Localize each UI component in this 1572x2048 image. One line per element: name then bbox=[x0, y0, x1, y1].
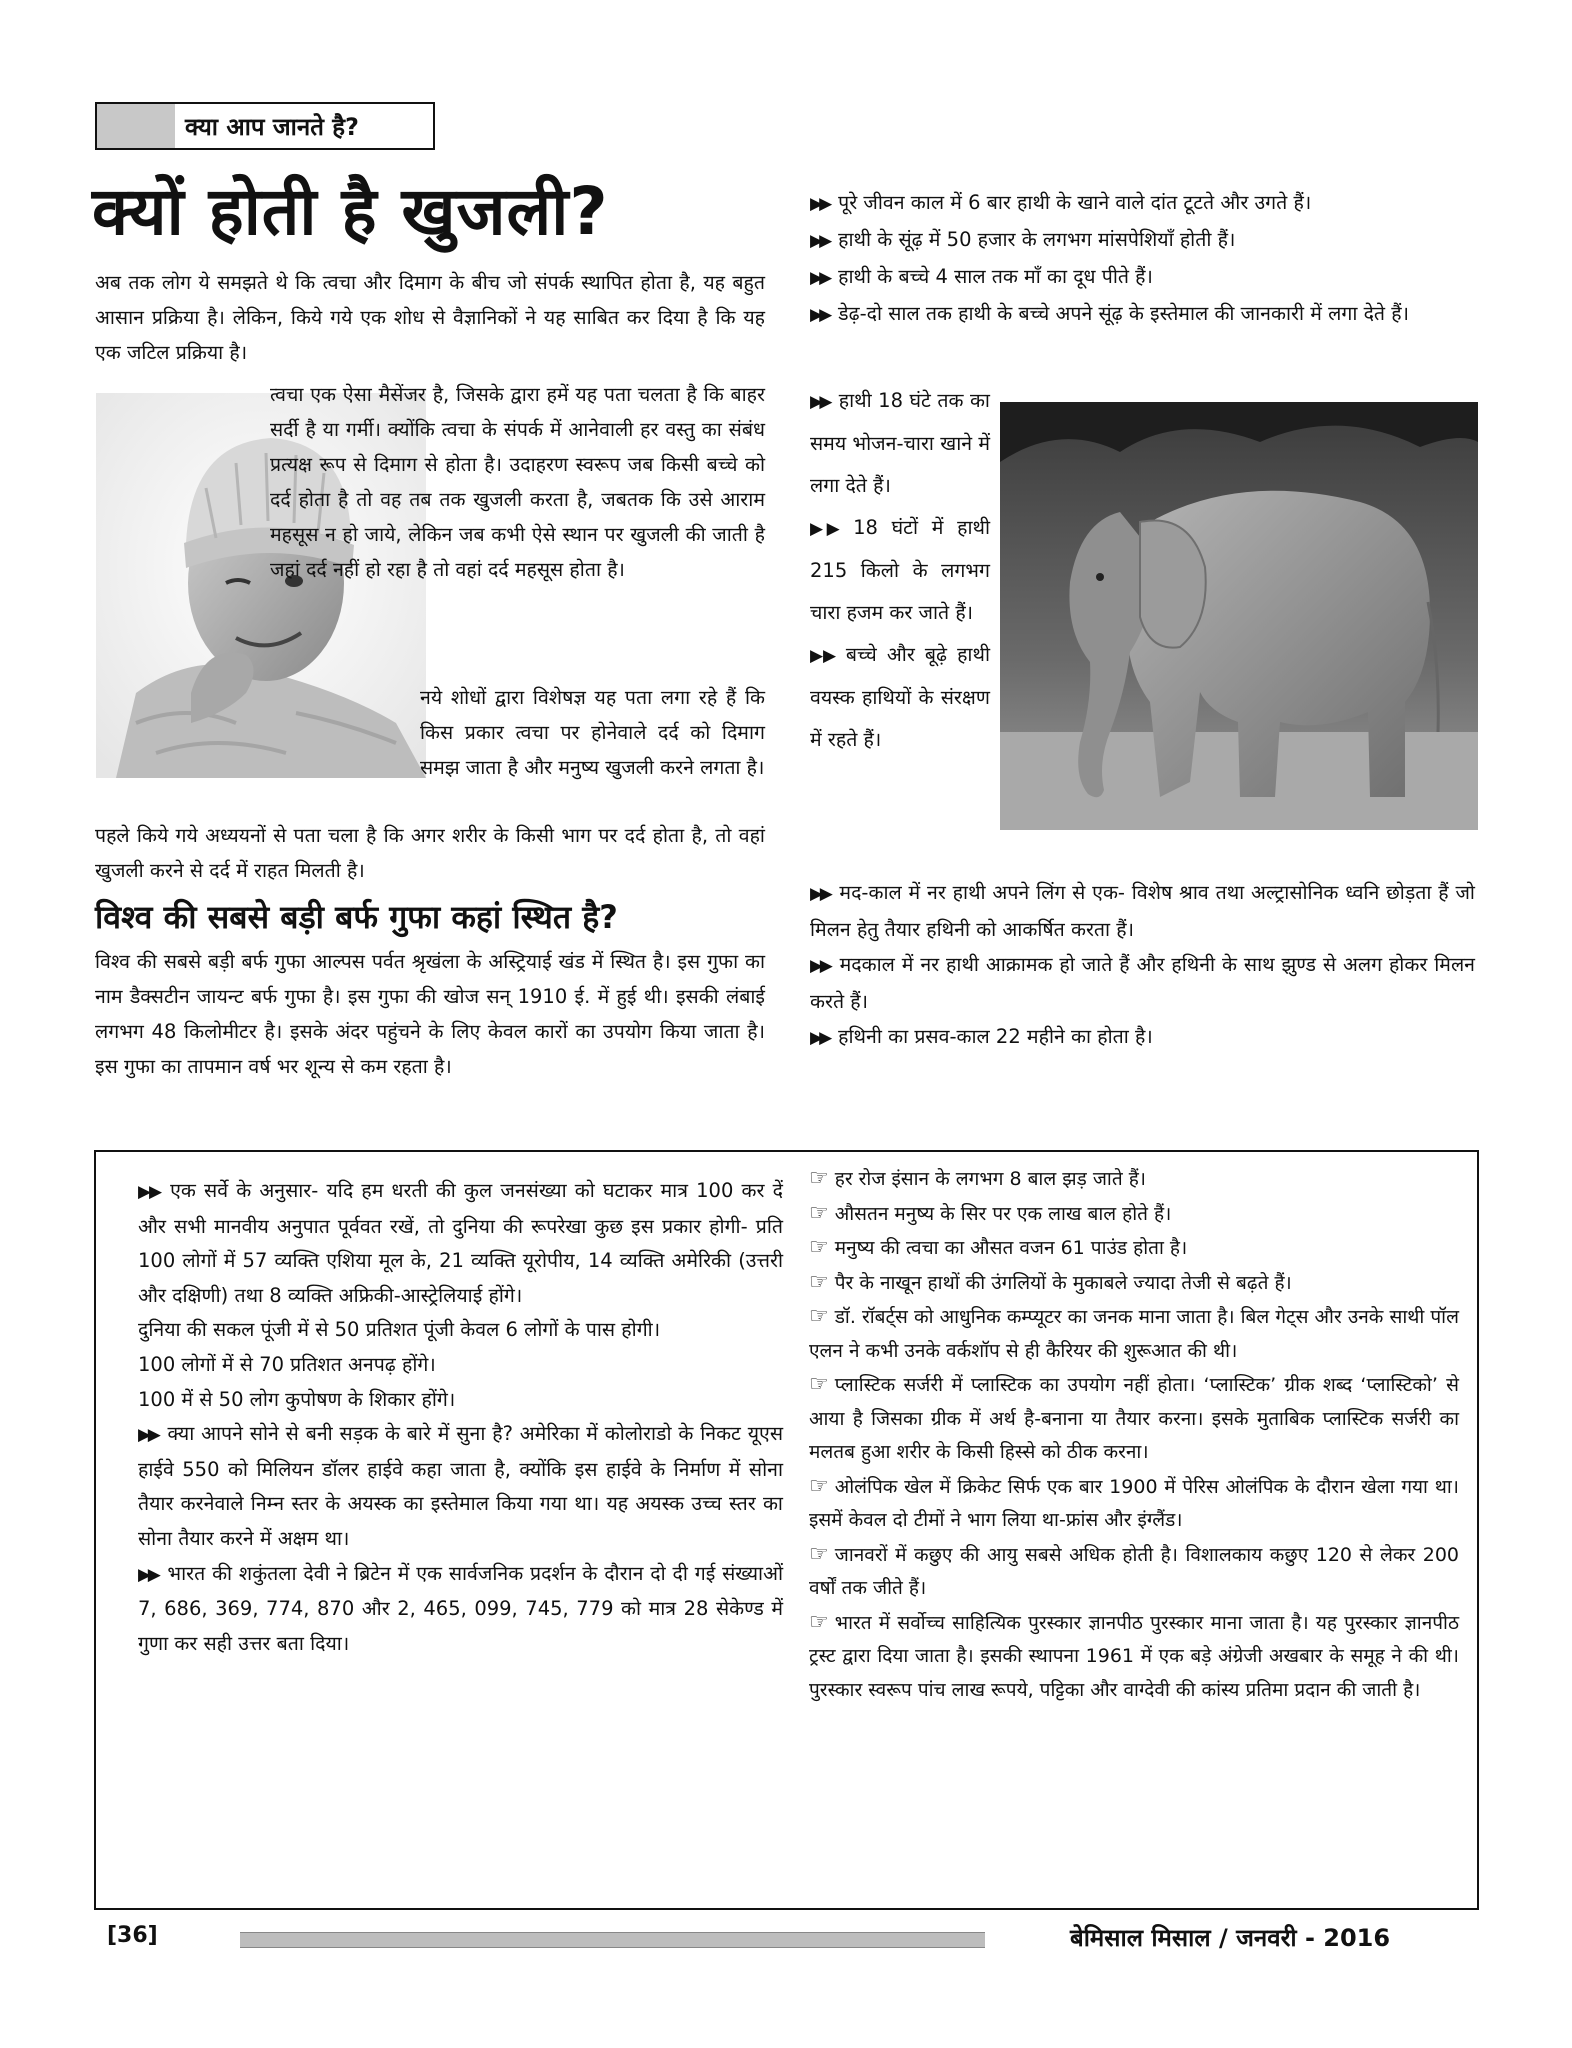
elephant-photo-image bbox=[1000, 402, 1478, 830]
elephant-fact-text: मद-काल में नर हाथी अपने लिंग से एक- विशेष श्राव तथा अल्ट्रासोनिक ध्वनि छोड़ता हैं जो मिलन हेतु तैयार हथिनी को आकर्षित करता हैं। bbox=[810, 881, 1475, 941]
elephant-fact-text: हथिनी का प्रसव-काल 22 महीने का होता है। bbox=[838, 1025, 1153, 1048]
arrow-icon: ▶▶ bbox=[138, 1425, 158, 1446]
pointing-hand-icon: ☞ bbox=[809, 1473, 829, 1499]
box-fact bbox=[138, 1313, 783, 1348]
arrow-icon: ▶▶ bbox=[810, 392, 829, 412]
elephant-fact-text: हाथी के बच्चे 4 साल तक माँ का दूध पीते हैं। bbox=[838, 265, 1153, 288]
arrow-icon: ▶▶ bbox=[810, 268, 829, 288]
box-fact-text: क्या आपने सोने से बनी सड़क के बारे में सुना है? अमेरिका में कोलोराडो के निकट यूएस हाईवे 550 को मिलियन डॉलर हाईवे कहा जाता है, क्योंकि इस हाईवे के निर्माण में सोना तैयार करनेवाले निम्न स्तर के अयस्क का इस्तेमाल किया गया था। यह अयस्क उच्च स्तर का सोना तैयार करने में अक्षम था। bbox=[138, 1422, 783, 1550]
section-label bbox=[95, 102, 435, 150]
box-fact-text: पैर के नाखून हाथों की उंगलियों के मुकाबले ज्यादा तेजी से बढ़ते हैं। bbox=[834, 1271, 1292, 1294]
box-fact bbox=[138, 1383, 783, 1418]
main-title: क्यों होती है खुजली? bbox=[92, 173, 609, 250]
elephant-fact bbox=[810, 947, 1475, 1019]
box-fact-text: मनुष्य की त्वचा का औसत वजन 61 पाउंड होता है। bbox=[834, 1237, 1188, 1259]
box-fact bbox=[138, 1174, 783, 1313]
box-fact-text: डॉ. रॉबर्ट्स को आधुनिक कम्प्यूटर का जनक माना जाता है। बिल गेट्स और उनके साथी पॉल एलन ने कभी उनके वर्कशॉप से ही कैरियर की शुरूआत की थी। bbox=[809, 1306, 1459, 1362]
elephant-photo bbox=[1000, 402, 1478, 830]
facts-box-right bbox=[809, 1162, 1459, 1707]
elephant-fact bbox=[810, 380, 990, 507]
section-label-text: क्या आप जानते है? bbox=[185, 113, 359, 141]
box-fact-text: एक सर्वे के अनुसार- यदि हम धरती की कुल जनसंख्या को घटाकर मात्र 100 कर दें और सभी मानवीय अनुपात पूर्ववत रखें, तो दुनिया की रूपरेखा कुछ इस प्रकार होगी- प्रति 100 लोगों में 57 व्यक्ति एशिया मूल के, 21 व्यक्ति यूरोपीय, 14 व्यक्ति अमेरिकी (उत्तरी और दक्षिणी) तथा 8 व्यक्ति अफ्रिकी-आस्ट्रेलियाई होंगे। bbox=[138, 1179, 783, 1307]
itch-wrap1-container bbox=[270, 377, 765, 587]
box-fact-text: ओलंपिक खेल में क्रिकेट सिर्फ एक बार 1900 में पेरिस ओलंपिक के दौरान खेला गया था। इसमें केवल दो टीमों ने भाग लिया था-फ्रांस और इंग्लैंड। bbox=[809, 1475, 1459, 1531]
box-fact bbox=[138, 1557, 783, 1662]
pointing-hand-icon: ☞ bbox=[809, 1304, 829, 1329]
section-label-bar bbox=[97, 104, 175, 148]
elephant-fact-text: हाथी के सूंढ़ में 50 हजार के लगभग मांसपेशियाँ होती हैं। bbox=[838, 228, 1236, 251]
arrow-icon: ▶▶ bbox=[810, 646, 836, 666]
arrow-icon: ▶▶ bbox=[810, 231, 829, 251]
pointing-hand-icon: ☞ bbox=[809, 1269, 829, 1295]
pointing-hand-icon: ☞ bbox=[809, 1235, 829, 1260]
box-fact-text: औसतन मनुष्य के सिर पर एक लाख बाल होते हैं। bbox=[834, 1202, 1172, 1225]
box-fact bbox=[809, 1470, 1459, 1538]
elephant-narrow-facts bbox=[810, 380, 990, 761]
pointing-hand-icon: ☞ bbox=[809, 1200, 829, 1226]
elephant-fact bbox=[810, 259, 1475, 296]
footer-divider bbox=[240, 1932, 985, 1948]
box-fact-text: भारत की शकुंतला देवी ने ब्रिटेन में एक सार्वजनिक प्रदर्शन के दौरान दो दी गई संख्याओं 7, 686, 369, 774, 870 और 2, 465, 099, 745, 779 को मात्र 28 सेकेण्ड में गुणा कर सही उत्तर बता दिया। bbox=[138, 1561, 783, 1655]
elephant-fact-text: मदकाल में नर हाथी आक्रामक हो जाते हैं और हथिनी के साथ झुण्ड से अलग होकर मिलन करते हैं। bbox=[810, 953, 1475, 1013]
elephant-fact-text: पूरे जीवन काल में 6 बार हाथी के खाने वाले दांत टूटते और उगते हैं। bbox=[838, 191, 1312, 214]
arrow-icon: ▶▶ bbox=[810, 1028, 829, 1048]
box-fact bbox=[809, 1606, 1459, 1708]
itch-end: पहले किये गये अध्ययनों से पता चला है कि अगर शरीर के किसी भाग पर दर्द होता है, तो वहां खुजली करने से दर्द में राहत मिलती है। bbox=[95, 824, 765, 882]
elephant-bottom-facts bbox=[810, 875, 1475, 1056]
elephant-fact bbox=[810, 875, 1475, 947]
arrow-icon: ▶▶ bbox=[810, 305, 829, 325]
elephant-fact-text: 18 घंटों में हाथी 215 किलो के लगभग चारा हजम कर जाते हैं। bbox=[810, 516, 991, 624]
arrow-icon: ▶▶ bbox=[138, 1564, 158, 1585]
box-fact-text: भारत में सर्वोच्च साहित्यिक पुरस्कार ज्ञानपीठ पुरस्कार माना जाता है। यह पुरस्कार ज्ञानपीठ ट्रस्ट द्वारा दिया जाता है। इसकी स्थापना 1961 में एक बड़े अंग्रेजी अखबार के समूह ने की थी। पुरस्कार स्वरूप पांच लाख रूपये, पट्टिका और वाग्देवी की कांस्य प्रतिमा प्रदान की जाती है। bbox=[809, 1611, 1459, 1701]
box-fact bbox=[138, 1417, 783, 1556]
box-fact bbox=[809, 1300, 1459, 1368]
elephant-fact bbox=[810, 222, 1475, 259]
elephant-fact-text: हाथी 18 घंटे तक का समय भोजन-चारा खाने में लगा देते हैं। bbox=[810, 389, 990, 497]
arrow-icon: ▶▶ bbox=[810, 194, 829, 214]
facts-box bbox=[94, 1150, 1479, 1910]
cave-text: विश्व की सबसे बड़ी बर्फ गुफा आल्पस पर्वत श्रृखंला के अस्ट्रियाई खंड में स्थित है। इस गुफा का नाम डैक्सटीन जायन्ट बर्फ गुफा है। इस गुफा की खोज सन् 1910 ई. में हुई थी। इसकी लंबाई लगभग 48 किलोमीटर है। इसके अंदर पहुंचने के लिए केवल कारों का उपयोग किया जाता है। इस गुफा का तापमान वर्ष भर शून्य से कम रहता है। bbox=[95, 950, 765, 1078]
box-fact bbox=[809, 1266, 1459, 1301]
box-fact bbox=[809, 1368, 1459, 1470]
elephant-fact-text: बच्चे और बूढ़े हाथी वयस्क हाथियों के संरक्षण में रहते हैं। bbox=[810, 643, 990, 751]
pointing-hand-icon: ☞ bbox=[809, 1609, 829, 1635]
box-fact-text: जानवरों में कछुए की आयु सबसे अधिक होती है। विशालकाय कछुए 120 से लेकर 200 वर्षों तक जीते हैं। bbox=[809, 1543, 1459, 1599]
box-fact-text: दुनिया की सकल पूंजी में से 50 प्रतिशत पूंजी केवल 6 लोगों के पास होगी। bbox=[138, 1318, 661, 1342]
box-fact bbox=[138, 1348, 783, 1383]
elephant-fact bbox=[810, 1019, 1475, 1056]
box-fact-text: 100 में से 50 लोग कुपोषण के शिकार होंगे। bbox=[138, 1387, 456, 1411]
box-fact bbox=[809, 1197, 1459, 1232]
elephant-fact bbox=[810, 507, 990, 634]
elephant-fact-text: डेढ़-दो साल तक हाथी के बच्चे अपने सूंढ़ के इस्तेमाल की जानकारी में लगा देते हैं। bbox=[838, 302, 1409, 325]
arrow-icon: ▶▶ bbox=[810, 956, 830, 976]
magazine-issue: बेमिसाल मिसाल / जनवरी - 2016 bbox=[1070, 1924, 1391, 1952]
box-fact bbox=[809, 1162, 1459, 1197]
arrow-icon: ▶▶ bbox=[810, 519, 844, 539]
box-fact bbox=[809, 1231, 1459, 1266]
itch-intro: अब तक लोग ये समझते थे कि त्वचा और दिमाग के बीच जो संपर्क स्थापित होता है, यह बहुत आसान प्रक्रिया है। लेकिन, किये गये एक शोध से वैज्ञानिकों ने यह साबित कर दिया है कि यह एक जटिल प्रक्रिया है। bbox=[95, 271, 765, 364]
elephant-fact bbox=[810, 185, 1475, 222]
arrow-icon: ▶▶ bbox=[138, 1182, 161, 1202]
elephant-fact bbox=[810, 296, 1475, 333]
box-fact-text: प्लास्टिक सर्जरी में प्लास्टिक का उपयोग नहीं होता। ‘प्लास्टिक’ ग्रीक शब्द ‘प्लास्टिको’ से आया है जिसका ग्रीक में अर्थ है-बनाना या तैयार करना। इसके मुताबिक प्लास्टिक सर्जरी का मलतब हुआ शरीर के किसी हिस्से को ठीक करना। bbox=[809, 1374, 1459, 1463]
pointing-hand-icon: ☞ bbox=[809, 1541, 829, 1567]
arrow-icon: ▶▶ bbox=[810, 884, 830, 904]
page-number: [36] bbox=[107, 1923, 158, 1948]
itch-wrap1: त्वचा एक ऐसा मैसेंजर है, जिसके द्वारा हमें यह पता चलता है कि बाहर सर्दी है या गर्मी। क्योंकि त्वचा के संपर्क में आनेवाली हर वस्तु का संबंध प्रत्यक्ष रूप से दिमाग से होता है। उदाहरण स्वरूप जब किसी बच्चे को दर्द होता है तो वह तब तक खुजली करता है, जबतक कि उसे आराम महसूस न हो जाये, लेकिन जब कभी ऐसे स्थान पर खुजली की जाती है जहां दर्द नहीं हो रहा है तो वहां दर्द महसूस होता है। bbox=[270, 383, 765, 581]
itch-wrap2: नये शोधों द्वारा विशेषज्ञ यह पता लगा रहे हैं कि किस प्रकार त्वचा पर होनेवाले दर्द को दिमाग समझ जाता है और मनुष्य खुजली करने लगता है। bbox=[420, 686, 765, 779]
pointing-hand-icon: ☞ bbox=[809, 1166, 829, 1191]
cave-heading: विश्व की सबसे बड़ी बर्फ गुफा कहां स्थित है? bbox=[95, 898, 618, 936]
box-fact bbox=[809, 1538, 1459, 1606]
box-fact-text: 100 लोगों में से 70 प्रतिशत अनपढ़ होंगे। bbox=[138, 1352, 436, 1376]
elephant-top-facts bbox=[810, 185, 1475, 333]
box-fact-text: हर रोज इंसान के लगभग 8 बाल झड़ जाते हैं। bbox=[834, 1168, 1147, 1190]
facts-box-left bbox=[138, 1174, 783, 1661]
elephant-fact bbox=[810, 634, 990, 761]
pointing-hand-icon: ☞ bbox=[809, 1372, 829, 1397]
